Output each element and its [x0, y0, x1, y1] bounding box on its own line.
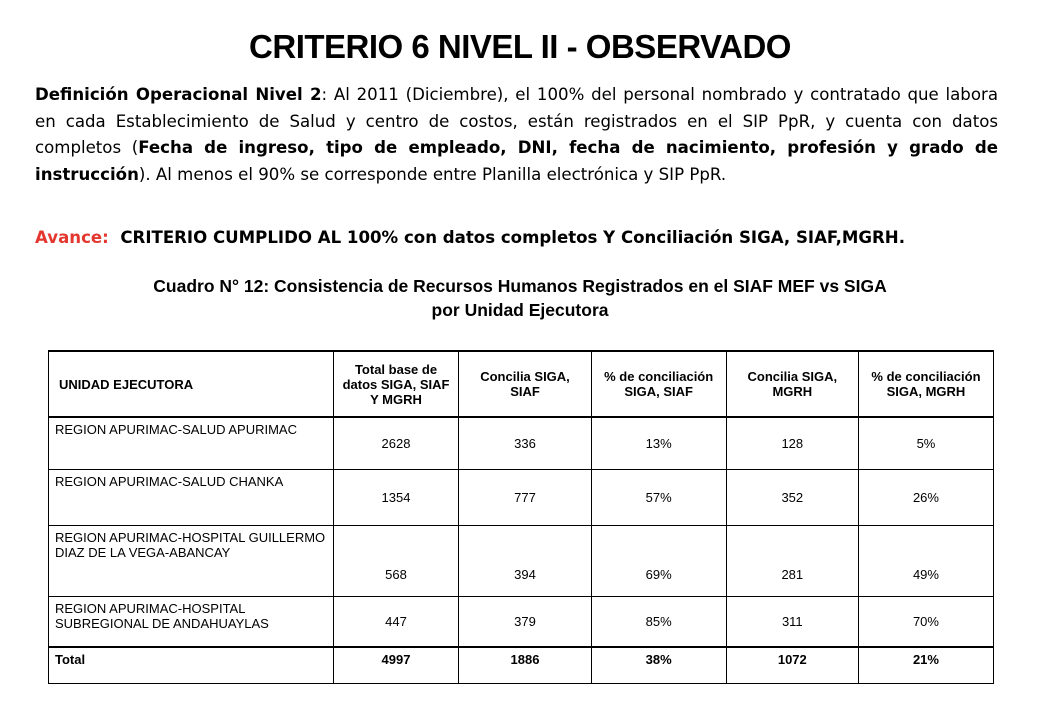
avance-line — [35, 228, 1015, 247]
cell-unidad: REGION APURIMAC-SALUD APURIMAC — [49, 417, 334, 469]
table-row — [49, 525, 994, 596]
cell-total: 447 — [333, 596, 459, 647]
cell-concilia-mgrh: 352 — [726, 469, 858, 525]
cell-pct-siaf: 13% — [591, 417, 726, 469]
cell-concilia-mgrh: 128 — [726, 417, 858, 469]
avance-text: CRITERIO CUMPLIDO AL 100% con datos completos Y Conciliación SIGA, SIAF,MGRH. — [120, 228, 905, 247]
cell-pct-mgrh: 26% — [858, 469, 993, 525]
cell-concilia-mgrh: 281 — [726, 525, 858, 596]
cell-total: 1354 — [333, 469, 459, 525]
cell-pct-siaf: 69% — [591, 525, 726, 596]
table-row — [49, 596, 994, 647]
header-pct-mgrh: % de conciliación SIGA, MGRH — [858, 351, 993, 417]
header-concilia-siaf: Concilia SIGA, SIAF — [459, 351, 591, 417]
cell-concilia-mgrh: 1072 — [726, 647, 858, 683]
header-total: Total base de datos SIGA, SIAF Y MGRH — [333, 351, 459, 417]
table-header-row — [49, 351, 994, 417]
cell-total: 568 — [333, 525, 459, 596]
consistency-table — [48, 350, 994, 684]
cell-pct-mgrh: 49% — [858, 525, 993, 596]
definition-bold-fields: Fecha de ingreso, tipo de empleado, DNI, fecha de nacimiento, profesión y grado de instrucción — [35, 138, 998, 184]
cell-concilia-siaf: 394 — [459, 525, 591, 596]
cell-concilia-siaf: 379 — [459, 596, 591, 647]
cell-concilia-siaf: 777 — [459, 469, 591, 525]
cell-pct-siaf: 85% — [591, 596, 726, 647]
cell-total: 2628 — [333, 417, 459, 469]
cell-concilia-mgrh: 311 — [726, 596, 858, 647]
cell-pct-mgrh: 21% — [858, 647, 993, 683]
table-row — [49, 417, 994, 469]
cell-unidad: REGION APURIMAC-HOSPITAL SUBREGIONAL DE ANDAHUAYLAS — [49, 596, 334, 647]
page-title: CRITERIO 6 NIVEL II - OBSERVADO — [249, 28, 791, 65]
cell-pct-siaf: 57% — [591, 469, 726, 525]
definition-paragraph — [35, 82, 998, 188]
table-caption-line1: Cuadro N° 12: Consistencia de Recursos Humanos Registrados en el SIAF MEF vs SIGA — [153, 276, 887, 296]
cell-total-label: Total — [49, 647, 334, 683]
cell-total: 4997 — [333, 647, 459, 683]
table-caption — [0, 274, 1040, 322]
table-row — [49, 469, 994, 525]
cell-unidad: REGION APURIMAC-HOSPITAL GUILLERMO DIAZ DE LA VEGA-ABANCAY — [49, 525, 334, 596]
cell-pct-mgrh: 5% — [858, 417, 993, 469]
header-concilia-mgrh: Concilia SIGA, MGRH — [726, 351, 858, 417]
cell-pct-mgrh: 70% — [858, 596, 993, 647]
cell-pct-siaf: 38% — [591, 647, 726, 683]
cell-unidad: REGION APURIMAC-SALUD CHANKA — [49, 469, 334, 525]
definition-text-1: : Al 2011 (Diciembre), el 100% del personal nombrado y contratado que labora en cada Establecimiento de Salud y centro de costos, están registrados en el SIP PpR, y cuenta con datos completos ( — [35, 85, 998, 158]
table-total-row — [49, 647, 994, 683]
header-unidad: UNIDAD EJECUTORA — [49, 351, 334, 417]
avance-label: Avance: — [35, 228, 109, 247]
table-caption-line2: por Unidad Ejecutora — [431, 300, 609, 320]
definition-label: Definición Operacional Nivel 2 — [35, 85, 322, 104]
header-pct-siaf: % de conciliación SIGA, SIAF — [591, 351, 726, 417]
definition-text-2: ). Al menos el 90% se corresponde entre Planilla electrónica y SIP PpR. — [138, 164, 727, 184]
cell-concilia-siaf: 336 — [459, 417, 591, 469]
cell-concilia-siaf: 1886 — [459, 647, 591, 683]
